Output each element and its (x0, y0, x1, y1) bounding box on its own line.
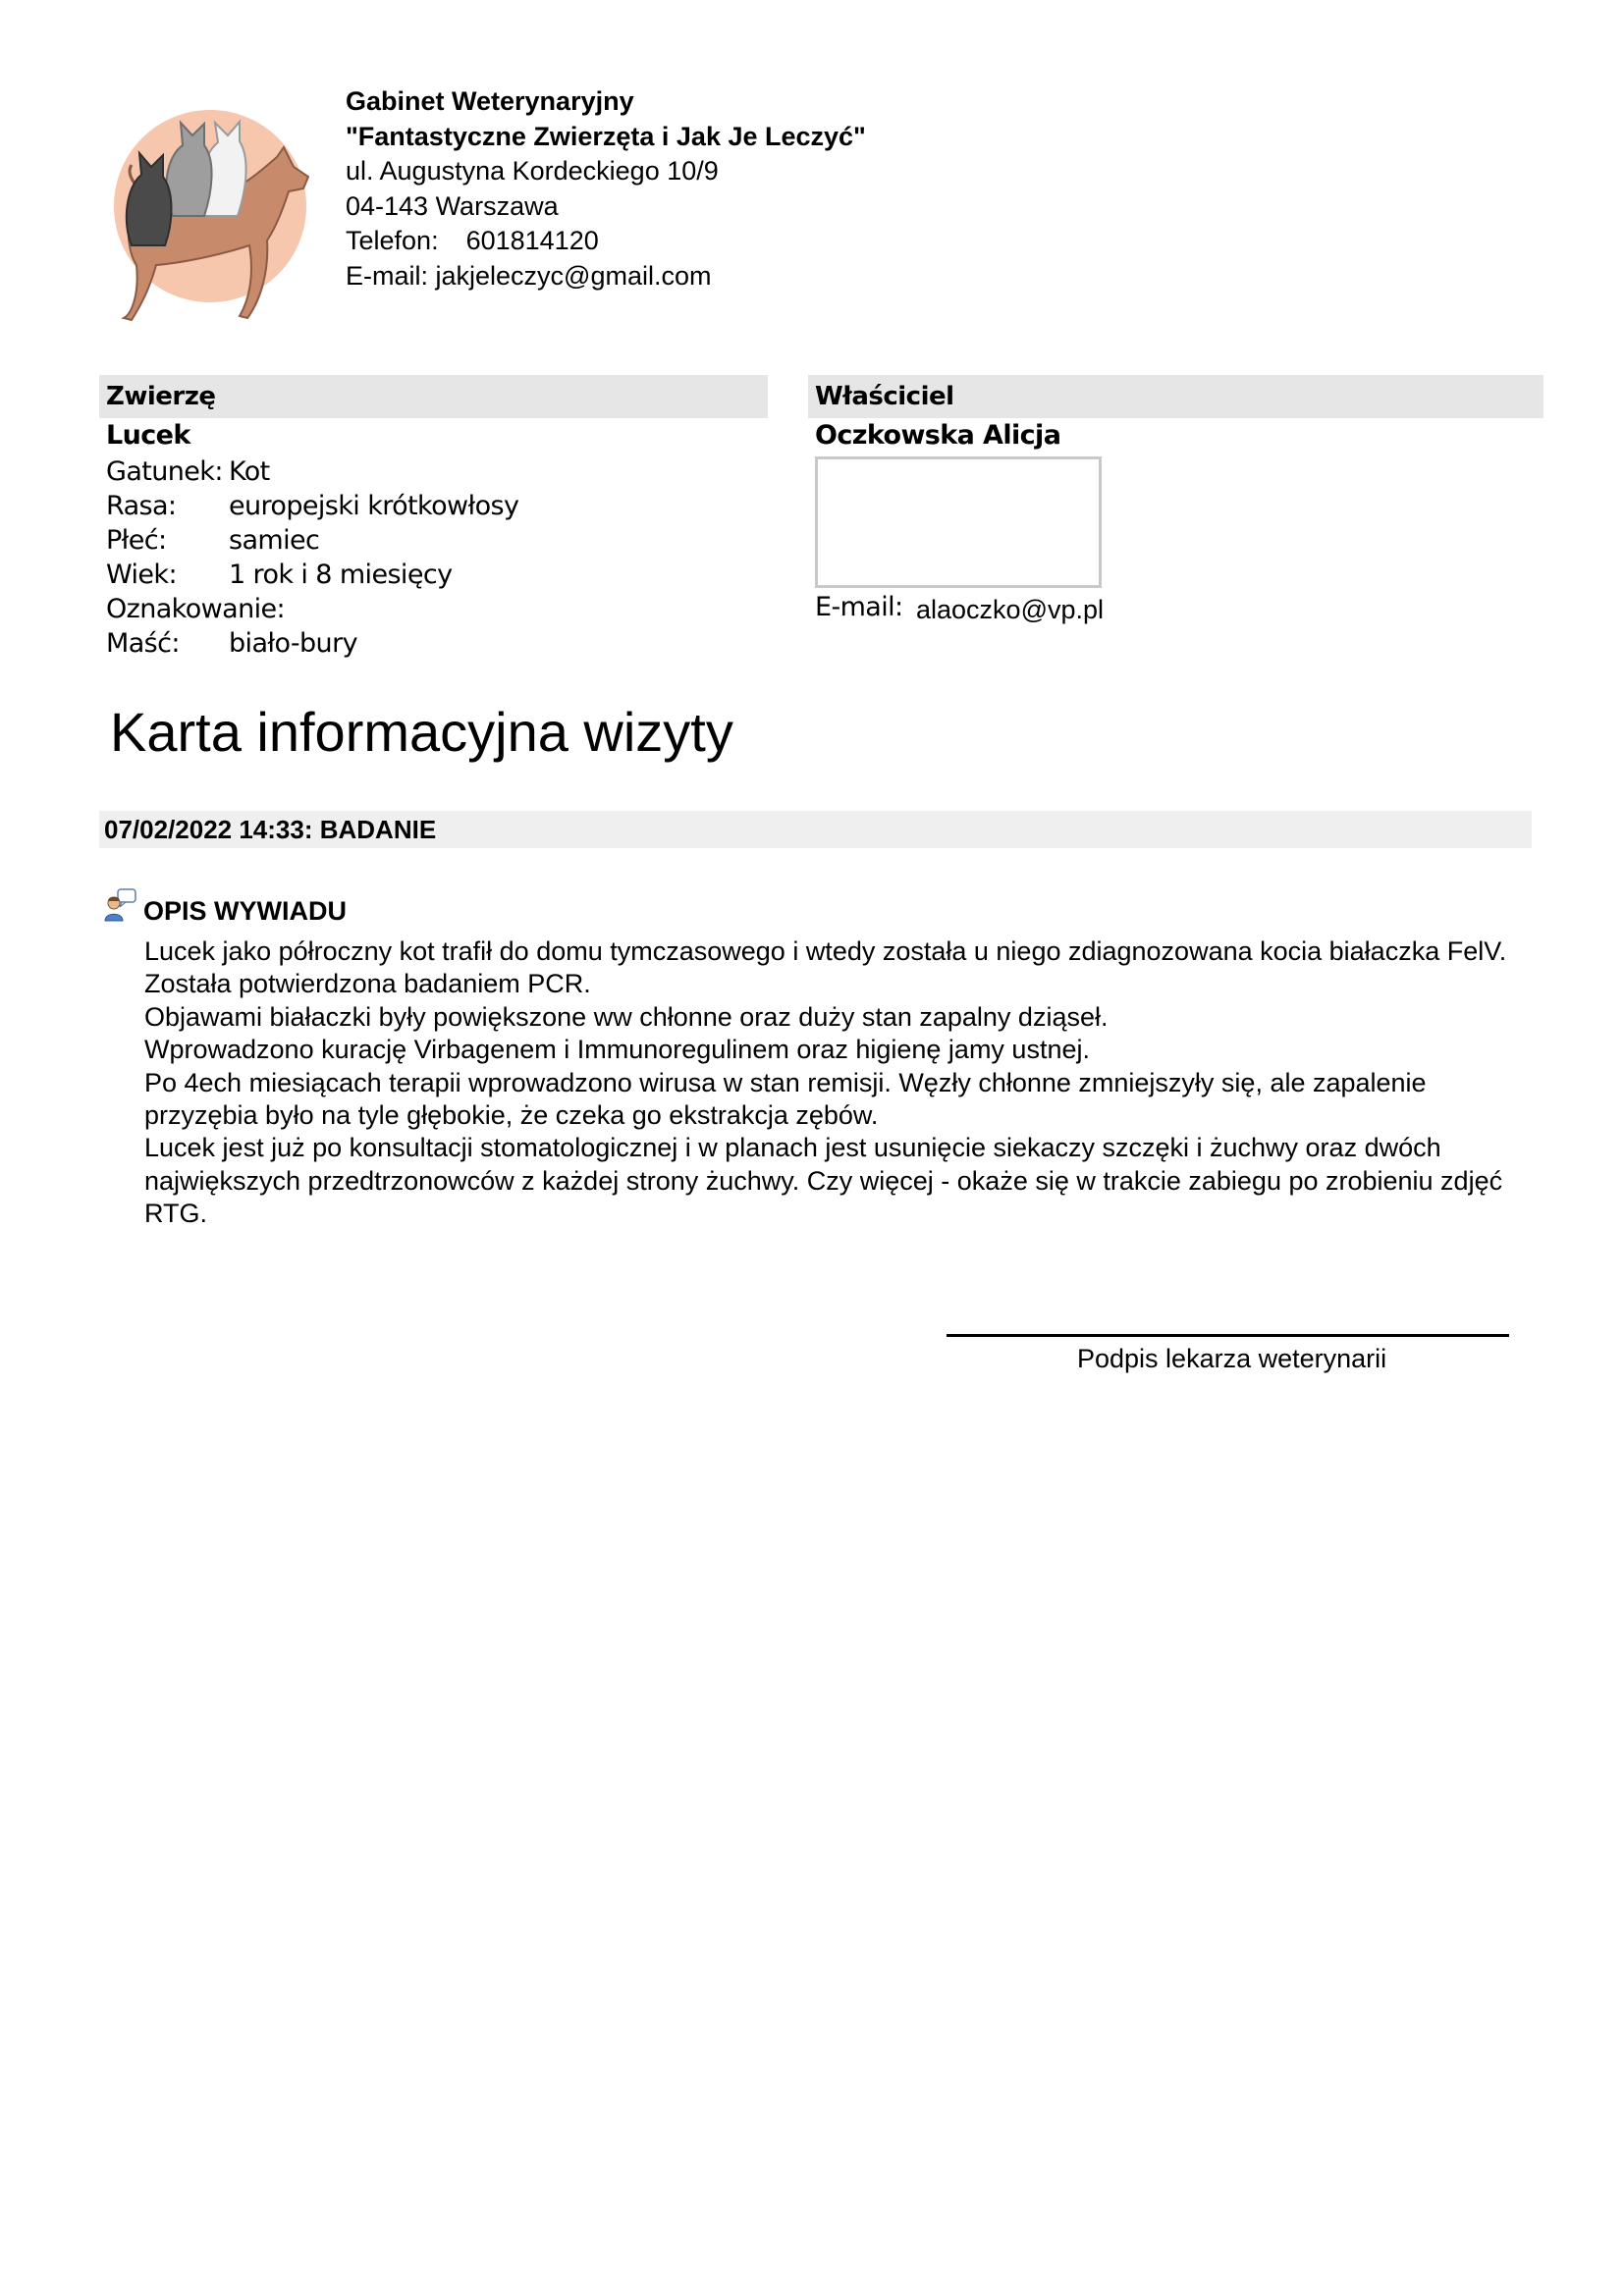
opis-paragraph: Objawami białaczki były powiększone ww chłonne oraz duży stan zapalny dziąseł. (144, 1001, 1109, 1032)
opis-wywiadu-body (144, 935, 1539, 1231)
animal-row-sex (106, 523, 518, 558)
opis-paragraph: Lucek jest już po konsultacji stomatologicznej i w planach jest usunięcie siekaczy szczęki i żuchwy oraz dwóch największych przedtrzonowców z każdej strony żuchwy. Czy więcej - okaże się w trakcie zabiegu po zrobieniu zdjęć RTG. (144, 1133, 1503, 1229)
animal-sex-value: samiec (229, 525, 320, 556)
signature-line (947, 1334, 1509, 1337)
animal-color-label: Maść: (106, 628, 180, 659)
animal-species-label: Gatunek: (106, 456, 223, 487)
owner-email-label: E-mail: (815, 592, 903, 622)
animal-row-species (106, 454, 518, 489)
animal-age-value: 1 rok i 8 miesięcy (229, 560, 453, 590)
clinic-email: E-mail: jakjeleczyc@gmail.com (346, 260, 712, 291)
animal-sex-label: Płeć: (106, 525, 167, 556)
clinic-phone-number: 601814120 (465, 226, 599, 255)
animal-breed-label: Rasa: (106, 491, 177, 521)
clinic-logo (102, 98, 328, 324)
clinic-street: ul. Augustyna Kordeckiego 10/9 (346, 156, 719, 186)
clinic-name-line1: Gabinet Weterynaryjny (346, 86, 634, 116)
animal-row-breed (106, 489, 518, 523)
animal-row-age (106, 558, 518, 592)
animal-row-marking (106, 592, 518, 626)
clinic-city: 04-143 Warszawa (346, 190, 559, 221)
animal-name: Lucek (106, 420, 190, 451)
clinic-info (346, 84, 866, 294)
person-speech-icon (104, 888, 137, 922)
animal-color-value: biało-bury (229, 628, 357, 659)
animal-row-color (106, 626, 518, 661)
opis-paragraph: Lucek jako półroczny kot trafił do domu tymczasowego i wtedy została u niego zdiagnozowana kocia białaczka FelV. Została potwierdzona badaniem PCR. (144, 936, 1507, 999)
animal-section-header: Zwierzę (99, 375, 768, 418)
animal-details-table (106, 454, 518, 661)
opis-paragraph: Po 4ech miesiącach terapii wprowadzono wirusa w stan remisji. Węzły chłonne zmniejszyły się, ale zapalenie przyzębia było na tyle głębokie, że czeka go ekstrakcja zębów. (144, 1067, 1427, 1131)
animal-breed-value: europejski krótkowłosy (229, 491, 519, 521)
clinic-phone-label: Telefon: (346, 226, 439, 255)
clinic-name-line2: "Fantastyczne Zwierzęta i Jak Je Leczyć" (346, 121, 866, 151)
animal-species-value: Kot (229, 456, 270, 487)
owner-address-box (815, 456, 1102, 588)
opis-paragraph: Wprowadzono kurację Virbagenem i Immunoregulinem oraz higienę jamy ustnej. (144, 1035, 1090, 1065)
owner-name: Oczkowska Alicja (815, 420, 1061, 451)
opis-wywiadu-title: OPIS WYWIADU (143, 896, 347, 926)
clinic-phone (346, 224, 866, 259)
owner-email-value: alaoczko@vp.pl (916, 595, 1105, 624)
owner-section-header: Właściciel (808, 375, 1543, 418)
document-title: Karta informacyjna wizyty (110, 701, 733, 763)
animal-age-label: Wiek: (106, 560, 177, 590)
signature-label: Podpis lekarza weterynarii (1077, 1344, 1387, 1373)
visit-header: 07/02/2022 14:33: BADANIE (99, 811, 1532, 848)
animal-marking-label: Oznakowanie: (106, 594, 286, 624)
